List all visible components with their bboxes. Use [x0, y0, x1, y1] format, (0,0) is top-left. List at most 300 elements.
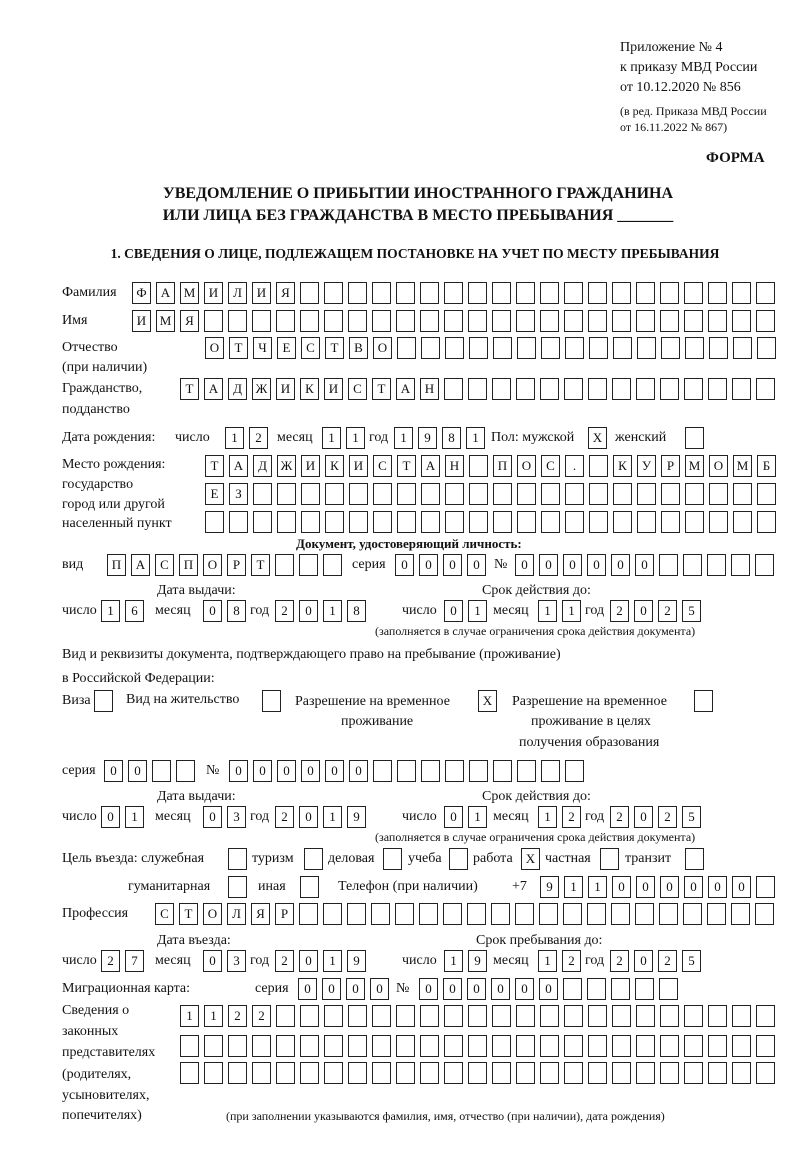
birthplace-row2-cell[interactable]: З [229, 483, 248, 505]
stay-year-cell[interactable]: 5 [682, 950, 701, 972]
entry-year-cell[interactable]: 1 [323, 950, 342, 972]
surname-cell[interactable] [372, 282, 391, 304]
entry-year-cell[interactable]: 0 [299, 950, 318, 972]
name-cell[interactable]: И [132, 310, 151, 332]
citizenship-cell[interactable]: К [300, 378, 319, 400]
rd-valid-year-cell[interactable]: 0 [634, 806, 653, 828]
surname-cell[interactable] [516, 282, 535, 304]
reps-row1-cell[interactable]: 1 [180, 1005, 199, 1027]
surname-cell[interactable] [444, 282, 463, 304]
birthplace-row1-cell[interactable]: Ж [277, 455, 296, 477]
p-study-checkbox[interactable] [449, 848, 468, 870]
birthplace-row3-cell[interactable] [373, 511, 392, 533]
name-cell[interactable] [732, 310, 751, 332]
citizenship-cell[interactable] [492, 378, 511, 400]
sex-male-checkbox[interactable]: X [588, 427, 607, 449]
reps-row3-cell[interactable] [660, 1062, 679, 1084]
mc-number-cell[interactable]: 0 [491, 978, 510, 1000]
id-issue-day-cell[interactable]: 6 [125, 600, 144, 622]
birthplace-row1-cell[interactable]: Т [205, 455, 224, 477]
entry-day-cell[interactable]: 2 [101, 950, 120, 972]
id-kind-cell[interactable] [299, 554, 318, 576]
mc-number-cell[interactable] [587, 978, 606, 1000]
mc-series-cell[interactable]: 0 [322, 978, 341, 1000]
mc-series-cell[interactable]: 0 [370, 978, 389, 1000]
citizenship-cell[interactable]: С [348, 378, 367, 400]
birthplace-row2-cell[interactable] [493, 483, 512, 505]
mc-number-cell[interactable]: 0 [539, 978, 558, 1000]
name-cell[interactable]: Я [180, 310, 199, 332]
surname-cell[interactable] [300, 282, 319, 304]
p-tourism-checkbox[interactable] [304, 848, 323, 870]
id-valid-day-cell[interactable]: 0 [444, 600, 463, 622]
birthplace-row1-cell[interactable] [469, 455, 488, 477]
reps-row1-cell[interactable] [348, 1005, 367, 1027]
patronymic-cell[interactable]: О [373, 337, 392, 359]
rd-issue-year-cell[interactable]: 9 [347, 806, 366, 828]
id-valid-year-cell[interactable]: 2 [610, 600, 629, 622]
birthplace-row2-cell[interactable] [589, 483, 608, 505]
birthplace-row2-cell[interactable] [349, 483, 368, 505]
birthplace-row2-cell[interactable] [757, 483, 776, 505]
reps-row2-cell[interactable] [252, 1035, 271, 1057]
stay-day-cell[interactable]: 1 [444, 950, 463, 972]
surname-cell[interactable] [684, 282, 703, 304]
phone-cell[interactable] [756, 876, 775, 898]
citizenship-cell[interactable] [564, 378, 583, 400]
surname-cell[interactable] [348, 282, 367, 304]
reps-row3-cell[interactable] [732, 1062, 751, 1084]
birthplace-row3-cell[interactable] [349, 511, 368, 533]
surname-cell[interactable] [324, 282, 343, 304]
name-cell[interactable] [420, 310, 439, 332]
profession-cell[interactable] [659, 903, 678, 925]
reps-row2-cell[interactable] [636, 1035, 655, 1057]
reps-row2-cell[interactable] [588, 1035, 607, 1057]
birthplace-row2-cell[interactable] [445, 483, 464, 505]
citizenship-cell[interactable] [612, 378, 631, 400]
id-issue-year-cell[interactable]: 1 [323, 600, 342, 622]
birthplace-row2-cell[interactable] [253, 483, 272, 505]
citizenship-cell[interactable] [444, 378, 463, 400]
birthplace-row3-cell[interactable] [469, 511, 488, 533]
birthplace-row2-cell[interactable] [733, 483, 752, 505]
reps-row1-cell[interactable] [492, 1005, 511, 1027]
id-valid-year-cell[interactable]: 5 [682, 600, 701, 622]
rd-number-cell[interactable] [445, 760, 464, 782]
surname-cell[interactable]: А [156, 282, 175, 304]
reps-row1-cell[interactable] [660, 1005, 679, 1027]
reps-row3-cell[interactable] [564, 1062, 583, 1084]
stay-year-cell[interactable]: 2 [658, 950, 677, 972]
rd-issue-day-cell[interactable]: 1 [125, 806, 144, 828]
reps-row3-cell[interactable] [300, 1062, 319, 1084]
profession-cell[interactable] [347, 903, 366, 925]
surname-cell[interactable] [420, 282, 439, 304]
birthplace-row3-cell[interactable] [229, 511, 248, 533]
reps-row3-cell[interactable] [180, 1062, 199, 1084]
reps-row2-cell[interactable] [300, 1035, 319, 1057]
rd-valid-year-cell[interactable]: 2 [658, 806, 677, 828]
profession-cell[interactable] [707, 903, 726, 925]
reps-row1-cell[interactable]: 2 [252, 1005, 271, 1027]
id-number-cell[interactable]: 0 [611, 554, 630, 576]
patronymic-cell[interactable] [541, 337, 560, 359]
id-number-cell[interactable]: 0 [515, 554, 534, 576]
profession-cell[interactable] [371, 903, 390, 925]
birthplace-row3-cell[interactable] [277, 511, 296, 533]
birthplace-row3-cell[interactable] [661, 511, 680, 533]
reps-row1-cell[interactable] [396, 1005, 415, 1027]
birthplace-row2-cell[interactable] [325, 483, 344, 505]
reps-row3-cell[interactable] [492, 1062, 511, 1084]
rd-issue-year-cell[interactable]: 1 [323, 806, 342, 828]
reps-row3-cell[interactable] [612, 1062, 631, 1084]
birthplace-row1-cell[interactable]: М [685, 455, 704, 477]
id-kind-cell[interactable]: Р [227, 554, 246, 576]
patronymic-cell[interactable]: В [349, 337, 368, 359]
patronymic-cell[interactable] [469, 337, 488, 359]
id-series-cell[interactable]: 0 [467, 554, 486, 576]
reps-row3-cell[interactable] [684, 1062, 703, 1084]
birthplace-row2-cell[interactable] [565, 483, 584, 505]
mc-number-cell[interactable]: 0 [443, 978, 462, 1000]
birthplace-row1-cell[interactable]: У [637, 455, 656, 477]
birthplace-row2-cell[interactable] [301, 483, 320, 505]
name-cell[interactable] [276, 310, 295, 332]
id-series-cell[interactable]: 0 [419, 554, 438, 576]
patronymic-cell[interactable]: С [301, 337, 320, 359]
patronymic-cell[interactable] [517, 337, 536, 359]
id-issue-year-cell[interactable]: 8 [347, 600, 366, 622]
reps-row1-cell[interactable] [420, 1005, 439, 1027]
id-number-cell[interactable] [731, 554, 750, 576]
birthplace-row1-cell[interactable]: П [493, 455, 512, 477]
birthplace-row3-cell[interactable] [757, 511, 776, 533]
patronymic-cell[interactable]: Т [325, 337, 344, 359]
reps-row2-cell[interactable] [492, 1035, 511, 1057]
mc-number-cell[interactable]: 0 [467, 978, 486, 1000]
rd-issue-year-cell[interactable]: 0 [299, 806, 318, 828]
name-cell[interactable] [708, 310, 727, 332]
surname-cell[interactable]: И [204, 282, 223, 304]
rd-number-cell[interactable] [397, 760, 416, 782]
profession-cell[interactable]: Л [227, 903, 246, 925]
reps-row1-cell[interactable] [732, 1005, 751, 1027]
rd-number-cell[interactable] [421, 760, 440, 782]
id-series-cell[interactable]: 0 [395, 554, 414, 576]
sex-female-checkbox[interactable] [685, 427, 704, 449]
phone-cell[interactable]: 9 [540, 876, 559, 898]
name-cell[interactable] [396, 310, 415, 332]
rd-number-cell[interactable]: 0 [301, 760, 320, 782]
name-cell[interactable] [252, 310, 271, 332]
rd-valid-day-cell[interactable]: 0 [444, 806, 463, 828]
mc-number-cell[interactable] [635, 978, 654, 1000]
reps-row1-cell[interactable]: 1 [204, 1005, 223, 1027]
phone-cell[interactable]: 1 [588, 876, 607, 898]
reps-row1-cell[interactable] [708, 1005, 727, 1027]
trpe-checkbox[interactable] [694, 690, 713, 712]
p-private-checkbox[interactable] [600, 848, 619, 870]
reps-row3-cell[interactable] [636, 1062, 655, 1084]
profession-cell[interactable] [443, 903, 462, 925]
reps-row1-cell[interactable] [324, 1005, 343, 1027]
profession-cell[interactable]: С [155, 903, 174, 925]
birthplace-row3-cell[interactable] [565, 511, 584, 533]
id-kind-cell[interactable]: С [155, 554, 174, 576]
surname-cell[interactable]: Л [228, 282, 247, 304]
birth-year-cell[interactable]: 8 [442, 427, 461, 449]
reps-row1-cell[interactable] [468, 1005, 487, 1027]
id-number-cell[interactable]: 0 [635, 554, 654, 576]
patronymic-cell[interactable] [445, 337, 464, 359]
surname-cell[interactable] [564, 282, 583, 304]
rd-number-cell[interactable] [517, 760, 536, 782]
name-cell[interactable] [636, 310, 655, 332]
rd-issue-month-cell[interactable]: 0 [203, 806, 222, 828]
reps-row2-cell[interactable] [324, 1035, 343, 1057]
stay-month-cell[interactable]: 1 [538, 950, 557, 972]
rd-issue-day-cell[interactable]: 0 [101, 806, 120, 828]
reps-row1-cell[interactable]: 2 [228, 1005, 247, 1027]
reps-row1-cell[interactable] [372, 1005, 391, 1027]
birthplace-row1-cell[interactable]: К [613, 455, 632, 477]
surname-cell[interactable] [708, 282, 727, 304]
patronymic-cell[interactable] [613, 337, 632, 359]
birth-year-cell[interactable]: 9 [418, 427, 437, 449]
reps-row2-cell[interactable] [660, 1035, 679, 1057]
reps-row1-cell[interactable] [756, 1005, 775, 1027]
citizenship-cell[interactable] [732, 378, 751, 400]
surname-cell[interactable] [732, 282, 751, 304]
trp-checkbox[interactable]: X [478, 690, 497, 712]
citizenship-cell[interactable]: А [204, 378, 223, 400]
citizenship-cell[interactable] [684, 378, 703, 400]
birthplace-row1-cell[interactable]: К [325, 455, 344, 477]
birthplace-row1-cell[interactable]: Д [253, 455, 272, 477]
citizenship-cell[interactable] [468, 378, 487, 400]
name-cell[interactable] [372, 310, 391, 332]
mc-series-cell[interactable]: 0 [298, 978, 317, 1000]
id-number-cell[interactable]: 0 [539, 554, 558, 576]
birthplace-row2-cell[interactable] [373, 483, 392, 505]
birthplace-row1-cell[interactable]: С [373, 455, 392, 477]
name-cell[interactable]: М [156, 310, 175, 332]
birthplace-row2-cell[interactable] [421, 483, 440, 505]
birthplace-row3-cell[interactable] [637, 511, 656, 533]
birthplace-row1-cell[interactable]: О [517, 455, 536, 477]
reps-row2-cell[interactable] [564, 1035, 583, 1057]
birthplace-row1-cell[interactable]: И [349, 455, 368, 477]
reps-row2-cell[interactable] [348, 1035, 367, 1057]
patronymic-cell[interactable] [661, 337, 680, 359]
surname-cell[interactable]: М [180, 282, 199, 304]
reps-row2-cell[interactable] [468, 1035, 487, 1057]
citizenship-cell[interactable] [540, 378, 559, 400]
rd-valid-month-cell[interactable]: 1 [538, 806, 557, 828]
reps-row3-cell[interactable] [444, 1062, 463, 1084]
residence-checkbox[interactable] [262, 690, 281, 712]
id-number-cell[interactable]: 0 [587, 554, 606, 576]
visa-checkbox[interactable] [94, 690, 113, 712]
rd-series-cell[interactable] [176, 760, 195, 782]
reps-row2-cell[interactable] [516, 1035, 535, 1057]
surname-cell[interactable] [636, 282, 655, 304]
citizenship-cell[interactable]: Т [180, 378, 199, 400]
profession-cell[interactable] [563, 903, 582, 925]
rd-issue-year-cell[interactable]: 2 [275, 806, 294, 828]
patronymic-cell[interactable]: Т [229, 337, 248, 359]
id-issue-year-cell[interactable]: 0 [299, 600, 318, 622]
birthplace-row2-cell[interactable] [277, 483, 296, 505]
citizenship-cell[interactable]: Ж [252, 378, 271, 400]
reps-row3-cell[interactable] [324, 1062, 343, 1084]
name-cell[interactable] [348, 310, 367, 332]
id-number-cell[interactable] [707, 554, 726, 576]
profession-cell[interactable] [635, 903, 654, 925]
surname-cell[interactable] [588, 282, 607, 304]
reps-row3-cell[interactable] [540, 1062, 559, 1084]
reps-row3-cell[interactable] [396, 1062, 415, 1084]
reps-row3-cell[interactable] [420, 1062, 439, 1084]
reps-row2-cell[interactable] [276, 1035, 295, 1057]
reps-row3-cell[interactable] [252, 1062, 271, 1084]
profession-cell[interactable] [587, 903, 606, 925]
rd-number-cell[interactable] [541, 760, 560, 782]
profession-cell[interactable] [683, 903, 702, 925]
profession-cell[interactable] [419, 903, 438, 925]
stay-day-cell[interactable]: 9 [468, 950, 487, 972]
name-cell[interactable] [492, 310, 511, 332]
birthplace-row2-cell[interactable] [397, 483, 416, 505]
id-number-cell[interactable]: 0 [563, 554, 582, 576]
name-cell[interactable] [588, 310, 607, 332]
entry-year-cell[interactable]: 9 [347, 950, 366, 972]
surname-cell[interactable] [756, 282, 775, 304]
patronymic-cell[interactable] [733, 337, 752, 359]
birthplace-row1-cell[interactable]: И [301, 455, 320, 477]
name-cell[interactable] [684, 310, 703, 332]
birthplace-row3-cell[interactable] [445, 511, 464, 533]
reps-row2-cell[interactable] [228, 1035, 247, 1057]
birthplace-row1-cell[interactable]: . [565, 455, 584, 477]
rd-number-cell[interactable]: 0 [349, 760, 368, 782]
birthplace-row1-cell[interactable]: Р [661, 455, 680, 477]
p-business-checkbox[interactable] [383, 848, 402, 870]
name-cell[interactable] [564, 310, 583, 332]
birth-day-cell[interactable]: 2 [249, 427, 268, 449]
surname-cell[interactable]: И [252, 282, 271, 304]
citizenship-cell[interactable] [756, 378, 775, 400]
rd-valid-year-cell[interactable]: 5 [682, 806, 701, 828]
name-cell[interactable] [228, 310, 247, 332]
mc-number-cell[interactable] [563, 978, 582, 1000]
reps-row1-cell[interactable] [612, 1005, 631, 1027]
reps-row2-cell[interactable] [180, 1035, 199, 1057]
rd-number-cell[interactable] [373, 760, 392, 782]
rd-number-cell[interactable]: 0 [325, 760, 344, 782]
birthplace-row2-cell[interactable] [637, 483, 656, 505]
birthplace-row2-cell[interactable] [469, 483, 488, 505]
reps-row3-cell[interactable] [756, 1062, 775, 1084]
mc-number-cell[interactable]: 0 [515, 978, 534, 1000]
id-issue-month-cell[interactable]: 8 [227, 600, 246, 622]
id-valid-month-cell[interactable]: 1 [562, 600, 581, 622]
citizenship-cell[interactable]: И [276, 378, 295, 400]
birthplace-row3-cell[interactable] [253, 511, 272, 533]
reps-row2-cell[interactable] [372, 1035, 391, 1057]
birthplace-row3-cell[interactable] [301, 511, 320, 533]
citizenship-cell[interactable]: И [324, 378, 343, 400]
citizenship-cell[interactable] [588, 378, 607, 400]
id-kind-cell[interactable]: Т [251, 554, 270, 576]
reps-row2-cell[interactable] [756, 1035, 775, 1057]
reps-row3-cell[interactable] [708, 1062, 727, 1084]
reps-row1-cell[interactable] [444, 1005, 463, 1027]
reps-row1-cell[interactable] [588, 1005, 607, 1027]
name-cell[interactable] [516, 310, 535, 332]
birthplace-row1-cell[interactable]: О [709, 455, 728, 477]
birth-month-cell[interactable]: 1 [346, 427, 365, 449]
birth-year-cell[interactable]: 1 [466, 427, 485, 449]
id-valid-month-cell[interactable]: 1 [538, 600, 557, 622]
phone-cell[interactable]: 0 [612, 876, 631, 898]
p-work-checkbox[interactable]: X [521, 848, 540, 870]
stay-month-cell[interactable]: 2 [562, 950, 581, 972]
name-cell[interactable] [660, 310, 679, 332]
rd-series-cell[interactable]: 0 [128, 760, 147, 782]
patronymic-cell[interactable] [397, 337, 416, 359]
birthplace-row1-cell[interactable]: Т [397, 455, 416, 477]
id-number-cell[interactable] [659, 554, 678, 576]
phone-cell[interactable]: 0 [708, 876, 727, 898]
citizenship-cell[interactable]: Т [372, 378, 391, 400]
citizenship-cell[interactable]: А [396, 378, 415, 400]
birthplace-row3-cell[interactable] [541, 511, 560, 533]
rd-series-cell[interactable]: 0 [104, 760, 123, 782]
birthplace-row2-cell[interactable]: Е [205, 483, 224, 505]
birthplace-row3-cell[interactable] [397, 511, 416, 533]
birthplace-row2-cell[interactable] [541, 483, 560, 505]
rd-number-cell[interactable]: 0 [253, 760, 272, 782]
birth-day-cell[interactable]: 1 [225, 427, 244, 449]
name-cell[interactable] [444, 310, 463, 332]
birthplace-row3-cell[interactable] [325, 511, 344, 533]
profession-cell[interactable]: Я [251, 903, 270, 925]
rd-valid-year-cell[interactable]: 2 [610, 806, 629, 828]
patronymic-cell[interactable] [637, 337, 656, 359]
entry-month-cell[interactable]: 3 [227, 950, 246, 972]
p-transit-checkbox[interactable] [685, 848, 704, 870]
citizenship-cell[interactable]: Д [228, 378, 247, 400]
name-cell[interactable] [612, 310, 631, 332]
mc-series-cell[interactable]: 0 [346, 978, 365, 1000]
patronymic-cell[interactable] [757, 337, 776, 359]
birthplace-row2-cell[interactable] [709, 483, 728, 505]
birthplace-row1-cell[interactable]: М [733, 455, 752, 477]
citizenship-cell[interactable] [708, 378, 727, 400]
p-other-checkbox[interactable] [300, 876, 319, 898]
profession-cell[interactable] [395, 903, 414, 925]
name-cell[interactable] [204, 310, 223, 332]
birthplace-row3-cell[interactable] [733, 511, 752, 533]
citizenship-cell[interactable] [516, 378, 535, 400]
reps-row3-cell[interactable] [468, 1062, 487, 1084]
rd-number-cell[interactable] [565, 760, 584, 782]
surname-cell[interactable] [468, 282, 487, 304]
rd-issue-month-cell[interactable]: 3 [227, 806, 246, 828]
